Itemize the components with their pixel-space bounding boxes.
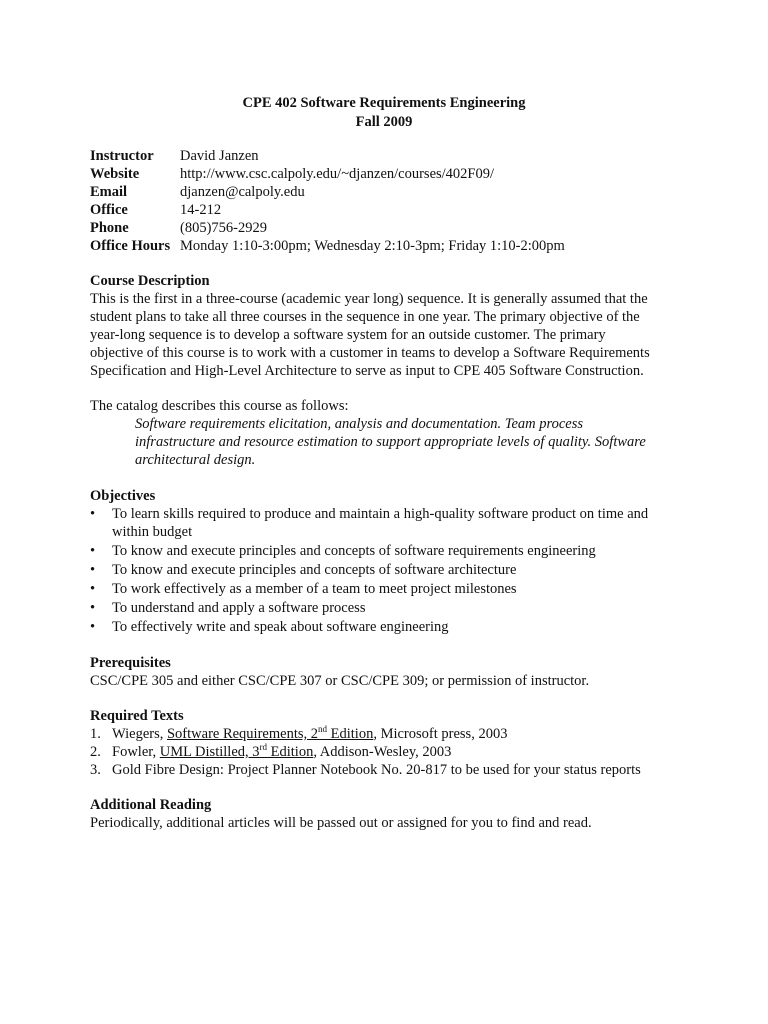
list-item: [90, 725, 690, 743]
book-title: [160, 744, 314, 760]
course-title: CPE 402 Software Requirements Engineering: [242, 95, 526, 111]
document-title: [0, 94, 768, 132]
book-author: Wiegers,: [112, 726, 167, 742]
phone-value: (805)756-2929: [180, 220, 267, 236]
objectives-section: [90, 487, 690, 637]
quote-line: Software requirements elicitation, analysis and documentation. Team process: [135, 416, 583, 432]
paragraph-line: Specification and High-Level Architecture to serve as input to CPE 405 Software Construction.: [90, 363, 644, 379]
paragraph-line: This is the first in a three-course (academic year long) sequence. It is generally assumed that the: [90, 291, 648, 307]
info-row-website: [90, 165, 565, 183]
office-value: 14-212: [180, 202, 222, 218]
quote-line: infrastructure and resource estimation to support appropriate levels of quality. Software: [135, 434, 646, 450]
list-item-line: To know and execute principles and concepts of software requirements engineering: [112, 543, 596, 559]
term-title: Fall 2009: [355, 114, 413, 130]
list-item-line: within budget: [112, 524, 193, 540]
list-number: 2.: [90, 744, 101, 760]
bullet-icon: •: [90, 543, 96, 559]
book-title-text: Software Requirements, 2: [166, 726, 318, 742]
section-heading: Additional Reading: [90, 797, 212, 813]
list-item-text: [112, 618, 449, 636]
additional-reading-body: [90, 814, 690, 832]
list-item: [90, 561, 690, 579]
info-row-phone: [90, 219, 565, 237]
info-label: Phone: [90, 220, 129, 236]
paragraph-line: The catalog describes this course as follows:: [90, 398, 349, 414]
info-row-email: [90, 183, 565, 201]
book-title-sup: rd: [259, 742, 268, 752]
list-item-text: [112, 542, 596, 560]
list-number: 3.: [90, 762, 101, 778]
section-heading: Required Texts: [90, 708, 184, 724]
book-title-end: Edition: [327, 726, 374, 742]
list-item-text: [112, 599, 365, 617]
list-item: [90, 599, 690, 617]
list-item: [90, 618, 690, 636]
paragraph-line: objective of this course is to work with a customer in teams to develop a Software Requirements: [90, 345, 650, 361]
list-item: [90, 761, 690, 779]
info-label: Instructor: [90, 148, 154, 164]
prerequisites-body: [90, 672, 690, 690]
catalog-section: [90, 397, 690, 469]
required-texts-section: [90, 707, 690, 779]
list-item: [90, 542, 690, 560]
office-hours-value: Monday 1:10-3:00pm; Wednesday 2:10-3pm; Friday 1:10-2:00pm: [180, 238, 565, 254]
bullet-icon: •: [90, 581, 96, 597]
paragraph-line: student plans to take all three courses in the sequence in one year. The primary objective of the: [90, 309, 640, 325]
bullet-icon: •: [90, 619, 96, 635]
list-item-text: [112, 505, 648, 541]
catalog-intro: [90, 397, 690, 415]
book-entry: Gold Fibre Design: Project Planner Notebook No. 20-817 to be used for your status reports: [112, 762, 641, 778]
list-item: [90, 505, 690, 541]
quote-line: architectural design.: [135, 452, 256, 468]
list-item-line: To work effectively as a member of a team to meet project milestones: [112, 581, 517, 597]
book-author: Fowler,: [112, 744, 160, 760]
book-title-text: UML Distilled, 3: [159, 744, 260, 760]
list-item: [90, 580, 690, 598]
list-item-line: To know and execute principles and concepts of software architecture: [112, 562, 517, 578]
additional-reading-section: [90, 796, 690, 832]
instructor-info: [90, 147, 565, 255]
book-publisher: , Addison-Wesley, 2003: [313, 744, 452, 760]
bullet-icon: •: [90, 600, 96, 616]
website-value: http://www.csc.calpoly.edu/~djanzen/courses/402F09/: [180, 166, 495, 182]
book-title-end: Edition: [267, 744, 314, 760]
instructor-name: David Janzen: [180, 148, 259, 164]
list-item: [90, 743, 690, 761]
book-entry: [112, 725, 507, 743]
course-description-section: [90, 272, 690, 380]
bullet-icon: •: [90, 506, 96, 522]
book-title: [167, 726, 373, 742]
list-item-line: To learn skills required to produce and maintain a high-quality software product on time and: [112, 506, 649, 522]
book-entry: [112, 743, 451, 761]
book-publisher: , Microsoft press, 2003: [373, 726, 508, 742]
prerequisites-text: CSC/CPE 305 and either CSC/CPE 307 or CSC/CPE 309; or permission of instructor.: [90, 673, 590, 689]
section-heading: Objectives: [90, 488, 156, 504]
info-label: Website: [90, 166, 140, 182]
bullet-icon: •: [90, 562, 96, 578]
info-row-office-hours: [90, 237, 565, 255]
info-row-office: [90, 201, 565, 219]
paragraph-line: year-long sequence is to develop a software system for an outside customer. The primary: [90, 327, 606, 343]
list-item-text: [112, 580, 517, 598]
objectives-list: [90, 505, 690, 636]
catalog-quote: [90, 415, 690, 469]
email-value: djanzen@calpoly.edu: [180, 184, 305, 200]
list-number: 1.: [90, 726, 101, 742]
list-item-text: [112, 561, 516, 579]
info-label: Office: [90, 202, 128, 218]
info-row-instructor: [90, 147, 565, 165]
required-texts-list: [90, 725, 690, 779]
section-heading: Course Description: [90, 273, 210, 289]
list-item-line: To understand and apply a software process: [112, 600, 366, 616]
info-label: Office Hours: [90, 238, 171, 254]
info-label: Email: [90, 184, 128, 200]
course-description-text: [90, 290, 690, 380]
prerequisites-section: [90, 654, 690, 690]
book-title-sup: nd: [318, 724, 327, 734]
section-heading: Prerequisites: [90, 655, 171, 671]
list-item-line: To effectively write and speak about software engineering: [112, 619, 449, 635]
additional-reading-text: Periodically, additional articles will be passed out or assigned for you to find and read.: [90, 815, 592, 831]
